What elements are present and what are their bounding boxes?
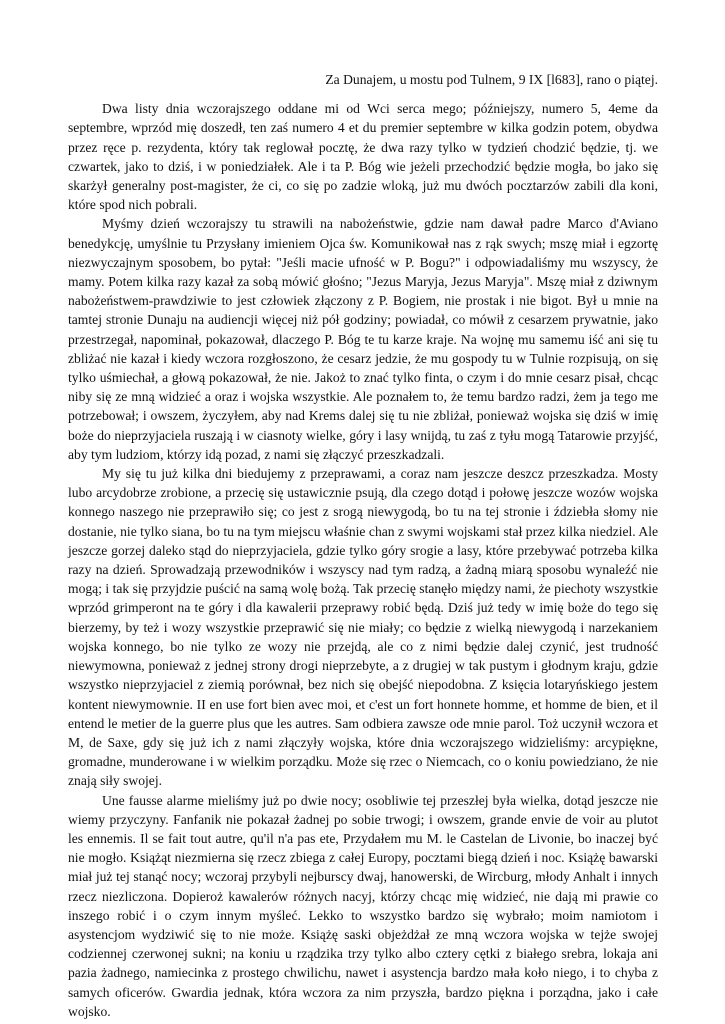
paragraph-4: Une fausse alarme mieliśmy już po dwie nocy; osobliwie tej przeszłej była wielka, dotąd jeszcze nie wiemy przyczyny. Fanfanik nie pokazał żadnej po sobie trwogi; i owszem, grande envie de voir au plutot les ennemis. Il se fait tout autre, qu'il n'a pas ete, Przydałem mu M. le Castelan de Livonie, bo inaczej być nie mogło. Książąt niezmierna się rzecz zbiega z całej Europy, pocztami biegą dzień i noc. Książę bawarski miał już tej stanąć nocy; wczoraj przybyli nejburscy dwaj, hanowerski, de Wircburg, młody Anhalt i innych rzecz niezliczona. Dopieroż kawalerów różnych nacyj, którzy chcąc mię widzieć, nie dają mi prawie co inszego robić i o czym innym myśleć. Lekko to wszystko bardzo się wybrało; moim namiotom i asystencjom wydziwić się to nie może. Książę saski objeżdżał ze mną wczora wojska w tejże swojej codziennej czerwonej sukni; na koniu u rządzika trzy tylko albo cztery cętki z białego srebra, lokaja ani pazia żadnego, namiecinka z prostego chwilichu, nawet i asystencja bardzo mała koło niego, i to chyba z samych oficerów. Gwardia jednak, która wczora za nim przyszła, bardzo piękna i porządna, jako i całe wojsko. bbox=[68, 792, 658, 1019]
letter-heading: Za Dunajem, u mostu pod Tulnem, 9 IX [l683], rano o piątej. bbox=[325, 72, 658, 87]
paragraph-3: My się tu już kilka dni biedujemy z przeprawami, a coraz nam jeszcze deszcz przeszkadza. Mosty lubo arcydobrze zrobione, a przecię się ustawicznie psują, dla czego dotąd i połowę jeszcze wozów wojska konnego naszego nie przeprawiło się; co jest z srogą niewygodą, bo tu na tej stronie i ździebła słomy nie dostanie, nie tylko siana, bo tu na tym miejscu właśnie chan z swymi wojskami stał przez kilka niedziel. Ale jeszcze gorzej daleko stąd do nieprzyjaciela, gdzie tylko góry srogie a lasy, które przebywać potrzeba kilka razy na dzień. Sprowadzają przewodników i wszyscy nad tym radzą, a żadną miarą sposobu wynaleźć nie mogą; i tak się przyjdzie puścić na samą wolę bożą. Tak przecię stanęło między nami, że piechoty wszystkie wprzód grimperont na te góry i dla kawalerii przeprawy robić będą. Dziś już tedy w imię boże do tego się bierzemy, by też i wozy wszystkie przeprawić się nie miały; co będzie z wielką niewygodą i narzekaniem wojska konnego, bo nie tylko ze wozy nie przejdą, ale co z nimi będzie dalej czynić, jest trudność niewymowna, ponieważ z jednej strony drogi nieprzebyte, a z drugiej w tak pustym i głodnym kraju, gdzie wszystko nieprzyjaciel z ziemią porównał, bez nich się obejść niepodobna. Z księcia lotaryńskiego jestem kontent niewymownie. II en use fort bien avec moi, et c'est un fort honnete homme, et homme de bien, et il entend le metier de la guerre plus que les autres. Sam odbiera zawsze ode mnie parol. Toż uczynił wczora et M, de Saxe, gdy się już ich z nami złączyły wojska, które dnia wczorajszego widzieliśmy: arcypiękne, gromadne, munderowane i w wielkim porządku. Może się rzec o Niemcach, co o koniu powiedziano, że nie znają siły swojej. bbox=[68, 466, 658, 789]
paragraph-1: Dwa listy dnia wczorajszego oddane mi od Wci serca mego; późniejszy, numero 5, 4eme da septembre, wprzód mię doszedł, ten zaś numero 4 et du premier septembre w kilka godzin potem, obydwa przez ręce p. rezydenta, który tak reglował pocztę, że dwa razy tylko w tydzień chodzić będzie, tj. we czwartek, jako to dziś, i w poniedziałek. Ale i ta P. Bóg wie jeżeli przechodzić będzie mogła, bo jako się skarżył generalny post-magister, że ci, co się po zadzie wloką, już mu dwóch pocztarzów zabili dla koni, które spod nich pobrali. bbox=[68, 101, 658, 213]
paragraph-2: Myśmy dzień wczorajszy tu strawili na nabożeństwie, gdzie nam dawał padre Marco d'Aviano benedykcję, umyślnie tu Przysłany imieniem Ojca św. Komunikował nas z rąk swych; mszę miał i egzortę niezwyczajnym sposobem, bo pytał: "Jeśli macie ufność w P. Bogu?" i odpowiadaliśmy mu wszyscy, że mamy. Potem kilka razy kazał za sobą mówić głośno; "Jezus Maryja, Jezus Maryja". Mszę miał z dziwnym nabożeństwem-prawdziwie to jest człowiek złączony z P. Bogiem, nie prostak i nie bigot. Był u mnie na tamtej stronie Dunaju na audiencji więcej niż pół godziny; powiadał, co mówił z cesarzem prywatnie, jako przestrzegał, napominał, pokazował, dlaczego P. Bóg te tu karze kraje. Na wojnę mu samemu iść ani się tu zbliżać nie kazał i kiedy wczora rozgłoszono, że cesarz jedzie, że mu gospody tu w Tulnie rozpisują, on się tylko uśmiechał, a głową pokazował, że nie. Jakoż to znać tylko finta, o czym i do mnie cesarz pisał, chcąc niby się ze mną widzieć a oraz i wojska wszystkie. Ale poznałem to, że temu bardzo radzi, żem ja tego me potrzebował; i owszem, życzyłem, aby nad Krems dalej się tu nie zbliżał, ponieważ wojska się dziś w imię boże do nieprzyjaciela ruszają i w ciasnoty wielke, góry i lasy wnijdą, tu zaś z tyłu mogą Tatarowie przyjść, aby tym ludziom, którzy idą pozad, z nami się złączyć przeszkadzali. bbox=[68, 216, 658, 462]
